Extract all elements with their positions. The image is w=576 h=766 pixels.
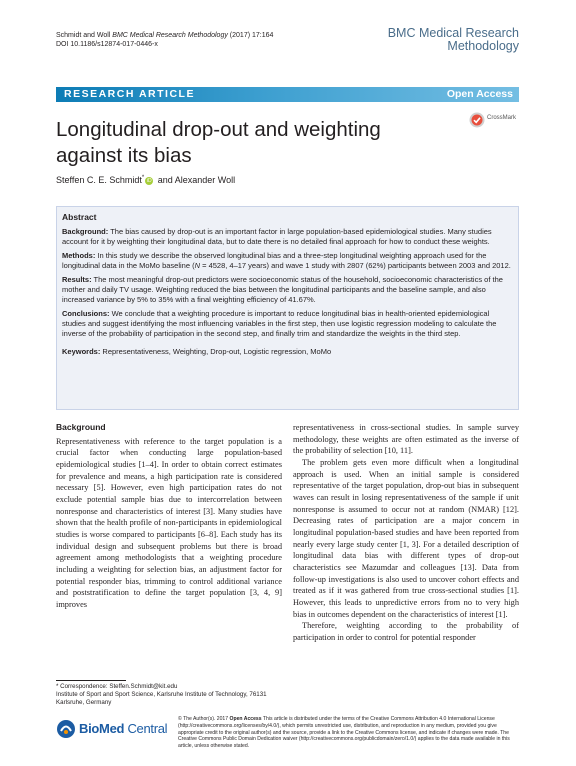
journal-name: [349, 27, 519, 53]
abstract-methods-n: N: [194, 261, 201, 270]
affiliation-line: Institute of Sport and Sport Science, Karlsruhe Institute of Technology, 76131 Karlsruhe, Germany: [56, 691, 267, 706]
citation-authors: Schmidt and Woll: [56, 32, 111, 39]
background-heading: Background: [56, 422, 106, 432]
article-type-label: RESEARCH ARTICLE: [64, 88, 195, 100]
abstract-background-label: Background:: [62, 227, 109, 236]
body-paragraph: Representativeness with reference to the target population is a crucial factor when conducting large population-based epidemiological studies [1–4]. In order to obtain correct estimates for prevalence and means, a high participation rate is considered necessary [5]. However, even high participation rates do not exclude potential sample bias due to intercorrelation between nonresponse and characteristics of interest [3]. Many studies have shown that the health profile of non-participants in epidemiological studies is worse compared to participants [6–8]. Each study has its individual design and subsequent problems but there is broad agreement among methodologists that a weighting procedure including a weighting for selection bias, an adjustment factor for potential responder bias, trimming to control additional variance and poststratification to define the target population [3, 4, 9] improves: [56, 436, 282, 609]
orcid-icon[interactable]: iD: [146, 178, 152, 184]
citation-line: [56, 31, 273, 40]
journal-name-line2: Methodology: [447, 39, 519, 53]
abstract-heading: Abstract: [62, 212, 97, 222]
body-paragraph: The problem gets even more difficult when a longitudinal approach is used. When an initial sample is considered representative of the target population, drop-out bias in subsequent waves can result in losing representativeness of the sample if unit nonresponse is assumed to occur not at random (NMAR) [12]. Decreasing rates of participation are a major concern in longitudinal population-based studies and have been reported from nearly every large study center [1, 3]. For a detailed description of longitudinal data bias with different types of drop-out characteristics see Mazumdar and colleagues [13]. Data from follow-up investigations is also used to uncover cohort effects and treated as if it was gathered from true cross-sectional studies [1]. However, this leads to unpredictive errors from no to very high bias in outcomes dependent on the characteristics of interest [1].: [293, 457, 519, 619]
author-schmidt[interactable]: Steffen C. E. Schmidt: [56, 175, 142, 185]
article-title: Longitudinal drop-out and weighting against its bias: [56, 118, 381, 167]
abstract-methods-label: Methods:: [62, 251, 96, 260]
abstract-methods-text-2: = 4528, 4–17 years) and wave 1 study with 2807 (62%) participants between 2003 and 2012.: [200, 261, 511, 270]
abstract-results-label: Results:: [62, 275, 92, 284]
body-paragraph: representativeness in cross-sectional studies. In sample survey methodology, these weights are often estimated as the inverse of the probability of selection [10, 11].: [293, 423, 519, 456]
abstract-results-text: The most meaningful drop-out predictors were socioeconomic status of the household, socioeconomic characteristics of the mother and daily TV usage. Weighting reduced the bias between the longitudinal participants and the baseline sample, and also increased variance by 5% to 35% with a final weighting efficiency of 41.67%.: [62, 275, 503, 304]
article-type-banner: [56, 87, 519, 102]
abstract-conclusions: [62, 309, 512, 339]
biomed-central-logo[interactable]: [56, 718, 176, 740]
citation-header: [56, 31, 273, 49]
citation-details: (2017) 17:164: [227, 32, 274, 39]
author-woll[interactable]: and Alexander Woll: [155, 175, 236, 185]
citation-journal: BMC Medical Research Methodology: [112, 32, 228, 39]
wordmark-bio: BioMed: [79, 721, 125, 736]
body-paragraph: Therefore, weighting according to the probability of participation in order to control for potential responder: [293, 621, 519, 642]
license-statement: [178, 716, 520, 750]
license-open-access: Open Access: [229, 716, 262, 722]
abstract-conclusions-text: We conclude that a weighting procedure is important to reduce longitudinal bias in health-oriented epidemiological studies and suggest identifying the most influencing variables in the first step, then use logistic regression modeling to calculate the inverse of the probability of participation in the second step, and finally trim and standardize the weights in the third step.: [62, 309, 497, 338]
abstract-keywords: [62, 347, 512, 357]
author-list: [56, 175, 235, 185]
footnote-divider: [56, 680, 126, 681]
abstract-keywords-text: Representativeness, Weighting, Drop-out, Logistic regression, MoMo: [100, 347, 332, 356]
license-copyright: © The Author(s). 2017: [178, 716, 230, 722]
body-column-right: [293, 422, 519, 643]
abstract-content: [62, 212, 512, 361]
abstract-methods: [62, 251, 512, 271]
abstract-methods-text-1: In this study we describe the observed longitudinal bias and a three-step longitudinal weighting approach used for the longitudinal data in the MoMo baseline (: [62, 251, 487, 270]
correspondence-line[interactable]: * Correspondence: Steffen.Schmidt@kit.edu: [56, 683, 178, 690]
crossmark-label: CrossMark: [487, 115, 517, 121]
journal-name-line1: BMC Medical Research: [387, 26, 519, 40]
crossmark-badge[interactable]: [469, 110, 519, 130]
corresponding-mark: *: [141, 175, 145, 181]
open-access-label: Open Access: [446, 88, 513, 100]
abstract-keywords-label: Keywords:: [62, 347, 101, 356]
body-column-left: [56, 422, 282, 611]
biomed-central-logo-icon: [56, 719, 76, 739]
abstract-box: [56, 206, 519, 410]
biomed-central-wordmark: [79, 721, 167, 736]
abstract-background-text: The bias caused by drop-out is an important factor in large population-based epidemiological studies. Many studies account for it by weighting their longitudinal data, but to date there is no detailed final approach for how to conduct these weights.: [62, 227, 492, 246]
doi[interactable]: DOI 10.1186/s12874-017-0446-x: [56, 41, 158, 48]
wordmark-central: Central: [124, 721, 168, 736]
license-text: This article is distributed under the terms of the Creative Commons Attribution 4.0 International License (http://creativecommons.org/licenses/by/4.0/), which permits unrestricted use, distribution, and reproduction in any medium, provided you give appropriate credit to the original author(s) and the source, provide a link to the Creative Commons license, and indicate if changes were made. The Creative Commons Public Domain Dedication waiver (http://creativecommons.org/publicdomain/zero/1.0/) applies to the data made available in this article, unless otherwise stated.: [178, 716, 510, 750]
abstract-conclusions-label: Conclusions:: [62, 309, 110, 318]
abstract-background: [62, 227, 512, 247]
crossmark-icon: [469, 112, 485, 128]
footnote: [56, 683, 282, 707]
abstract-results: [62, 275, 512, 305]
